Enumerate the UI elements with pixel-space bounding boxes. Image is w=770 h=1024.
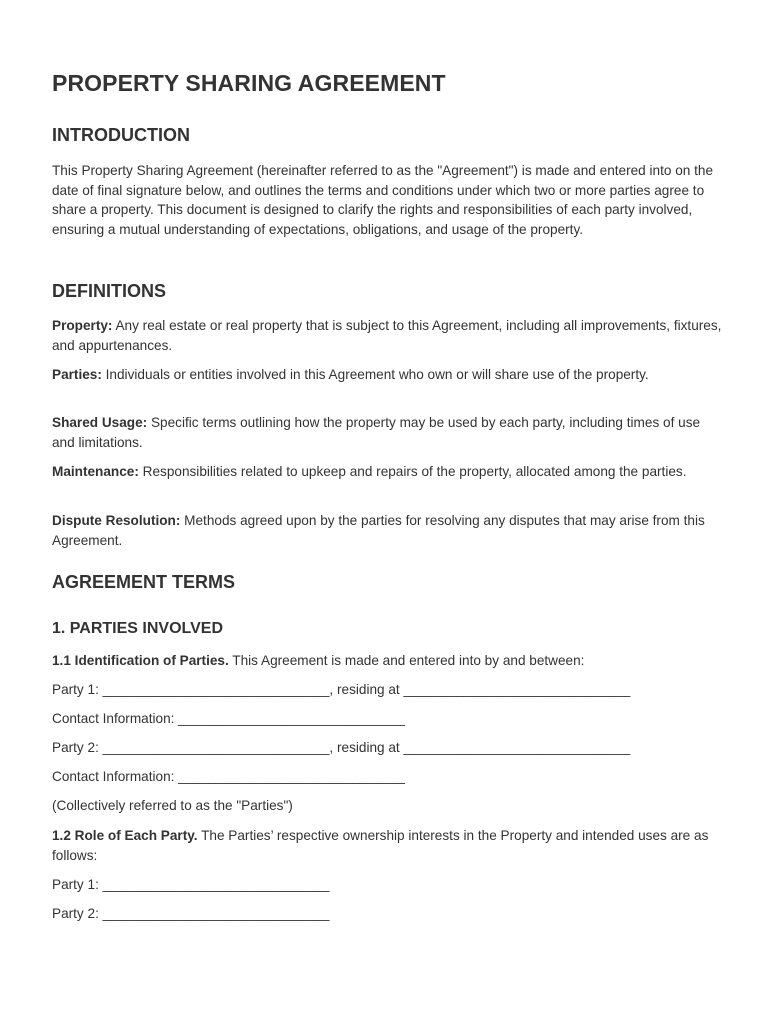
clause-term: 1.2 Role of Each Party. <box>52 828 198 843</box>
role-of-each-party <box>52 826 722 865</box>
definition-shared-usage <box>52 413 722 452</box>
contact1-line: Contact Information: ______________________________ <box>52 711 405 726</box>
parties-involved-heading: 1. PARTIES INVOLVED <box>52 620 223 637</box>
party1-line: Party 1: ______________________________, residing at ______________________________ <box>52 682 631 697</box>
definitions-heading: DEFINITIONS <box>52 281 167 301</box>
definition-term: Parties: <box>52 367 102 382</box>
definition-dispute-resolution <box>52 511 722 550</box>
contact2-line: Contact Information: ______________________________ <box>52 769 405 784</box>
role-party2-line: Party 2: ______________________________ <box>52 906 330 921</box>
party2-line: Party 2: ______________________________, residing at ______________________________ <box>52 740 631 755</box>
introduction-text: This Property Sharing Agreement (hereinafter referred to as the "Agreement") is made and entered into on the date of final signature below, and outlines the terms and conditions under which two or more parties agree to share a property. This document is designed to clarify the rights and responsibilities of each party involved, ensuring a mutual understanding of expectations, obligations, and usage of the property. <box>52 163 714 237</box>
role-party1-line: Party 1: ______________________________ <box>52 877 330 892</box>
definition-parties <box>52 365 722 385</box>
definition-term: Property: <box>52 318 113 333</box>
definition-maintenance <box>52 462 722 482</box>
agreement-terms-heading: AGREEMENT TERMS <box>52 572 236 592</box>
clause-term: 1.1 Identification of Parties. <box>52 653 229 668</box>
collective-note: (Collectively referred to as the "Parties") <box>52 798 293 813</box>
definition-property <box>52 316 722 355</box>
document-title: PROPERTY SHARING AGREEMENT <box>52 70 446 96</box>
clause-text: This Agreement is made and entered into by and between: <box>228 653 585 668</box>
definition-text: Methods agreed upon by the parties for resolving any disputes that may arise from this Agreement. <box>52 513 705 548</box>
definition-text: Any real estate or real property that is subject to this Agreement, including all improvements, fixtures, and appurtenances. <box>52 318 722 353</box>
identification-of-parties <box>52 651 584 671</box>
definition-term: Maintenance: <box>52 464 139 479</box>
definition-text: Specific terms outlining how the property may be used by each party, including times of use and limitations. <box>52 415 701 450</box>
definition-text: Responsibilities related to upkeep and repairs of the property, allocated among the parties. <box>138 464 687 479</box>
definition-term: Dispute Resolution: <box>52 513 181 528</box>
definition-term: Shared Usage: <box>52 415 148 430</box>
definition-text: Individuals or entities involved in this Agreement who own or will share use of the property. <box>101 367 649 382</box>
introduction-heading: INTRODUCTION <box>52 125 190 145</box>
clause-text: The Parties’ respective ownership interests in the Property and intended uses are as follows: <box>52 828 709 863</box>
